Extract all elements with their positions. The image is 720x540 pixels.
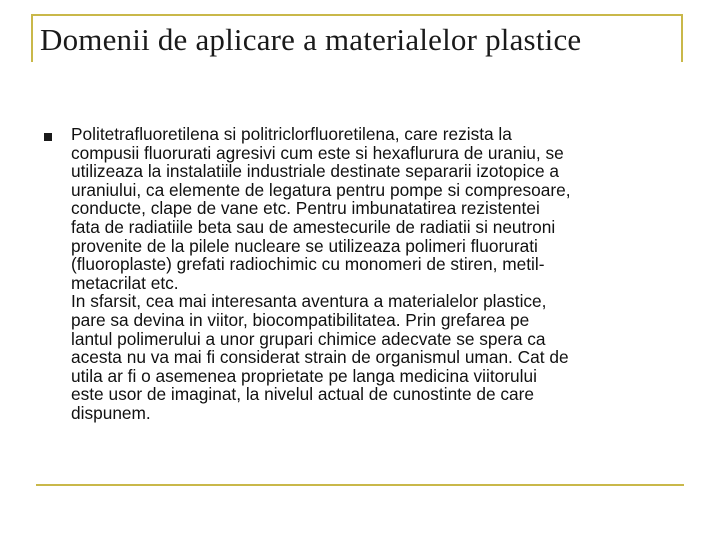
title-frame-top-rule (31, 14, 683, 16)
footer-divider (36, 484, 684, 486)
title-frame-left-rule (31, 14, 33, 62)
title-frame-right-rule (681, 14, 683, 62)
slide-title: Domenii de aplicare a materialelor plastice (40, 22, 582, 57)
bullet-paragraph: Politetrafluoretilena si politriclorfluoretilena, care rezista la compusii fluorurati agresivi cum este si hexaflurura de uraniu, se utilizeaza la instalatiile industriale destinate separarii izotopice a uraniului, ca elemente de legatura pentru pompe si compresoare, conducte, clape de vane etc. Pentru imbunatatirea rezistentei fata de radiatiile beta sau de amestecurile de radiatii si neutroni provenite de la pilele nucleare se utilizeaza polimeri fluorurati (fluoroplaste) grefati radiochimic cu monomeri de stiren, metil- metacrilat etc. In sfarsit, cea mai interesanta aventura a materialelor plastice, pare sa devina in viitor, biocompatibilitatea. Prin grefarea pe lantul polimerului a unor grupari chimice adecvate se spera ca acesta nu va mai fi considerat strain de organismul uman. Cat de utila ar fi o asemenea proprietate pe langa medicina viitorului este usor de imaginat, la nivelul actual de cunostinte de care dispunem. (71, 124, 571, 423)
square-bullet-icon (44, 133, 52, 141)
